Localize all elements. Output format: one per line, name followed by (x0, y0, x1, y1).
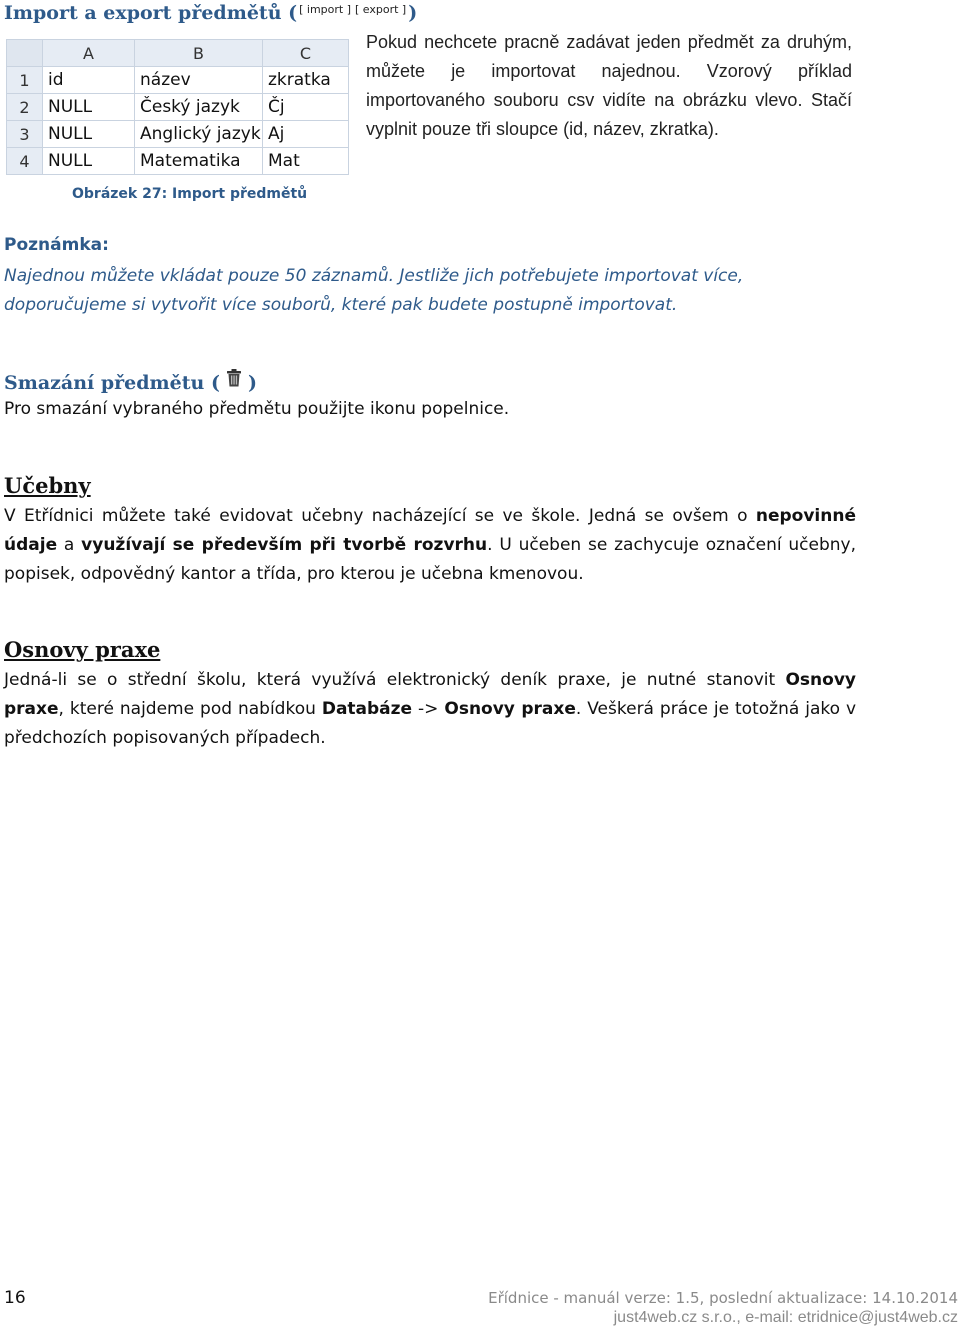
csv-spreadsheet (6, 39, 349, 175)
osnovy-paragraph (4, 666, 856, 753)
ucebny-bold-1: nepovinné údaje (4, 506, 856, 555)
column-header: C (263, 40, 349, 67)
table-row (7, 121, 349, 148)
spreadsheet-header-row (7, 40, 349, 67)
table-cell: NULL (43, 121, 135, 148)
table-row (7, 148, 349, 175)
delete-subject-text: Pro smazání vybraného předmětu použijte ikonu popelnice. (4, 399, 510, 419)
spreadsheet-corner (7, 40, 43, 67)
ucebny-text-3: . U učeben se zachycuje označení učebny, popisek, odpovědný kantor a třída, pro kterou je učebna kmenovou. (4, 535, 857, 584)
ucebny-paragraph (4, 502, 856, 589)
row-number: 2 (7, 94, 43, 121)
export-button[interactable]: [ export ] (355, 3, 407, 16)
column-header: A (43, 40, 135, 67)
csv-spreadsheet-figure (6, 39, 348, 175)
page-number: 16 (4, 1288, 26, 1308)
delete-subject-heading (4, 369, 257, 394)
table-cell: Čj (263, 94, 349, 121)
ucebny-bold-2: využívají se především při tvorbě rozvrhu (81, 535, 488, 555)
table-cell: Anglický jazyk (135, 121, 263, 148)
footer-line-1: Eřídnice - manuál verze: 1.5, poslední aktualizace: 14.10.2014 (488, 1289, 958, 1307)
table-cell: Mat (263, 148, 349, 175)
import-paragraph: Pokud nechcete pracně zadávat jeden předmět za druhým, můžete je importovat najednou. Vzorový příklad importovaného souboru csv vidíte na obrázku vlevo. Stačí vyplnit pouze tři sloupce (id, název, zkratka). (366, 32, 852, 139)
table-cell: NULL (43, 148, 135, 175)
table-row (7, 94, 349, 121)
osnovy-bold-1: Osnovy praxe (4, 670, 856, 719)
note-text: Najednou můžete vkládat pouze 50 záznamů. Jestliže jich potřebujete importovat více, doporučujeme si vytvořit více souborů, které pak budete postupně importovat. (4, 266, 744, 315)
row-number: 1 (7, 67, 43, 94)
figure-caption: Obrázek 27: Import předmětů (72, 186, 308, 202)
osnovy-heading: Osnovy praxe (4, 637, 161, 662)
table-cell: zkratka (263, 67, 349, 94)
osnovy-text-1: Jedná-li se o střední školu, která využívá elektronický deník praxe, je nutné stanovit (4, 670, 786, 690)
import-button[interactable]: [ import ] (299, 3, 352, 16)
osnovy-bold-2: Databáze (321, 699, 413, 719)
table-cell: NULL (43, 94, 135, 121)
delete-subject-title: Smazání předmětu ( (4, 372, 220, 394)
osnovy-text-3: -> (412, 699, 445, 719)
delete-subject-title-end: ) (247, 372, 257, 394)
row-number: 4 (7, 148, 43, 175)
import-export-heading (4, 2, 417, 24)
ucebny-text-1: V Etřídnici můžete také evidovat učebny nacházející se ve škole. Jedná se ovšem o (4, 506, 756, 526)
table-cell: Matematika (135, 148, 263, 175)
osnovy-text-2: , které najdeme pod nabídkou (58, 699, 322, 719)
osnovy-bold-3: Osnovy praxe (444, 699, 576, 719)
ucebny-text-2: a (57, 535, 82, 555)
table-row (7, 67, 349, 94)
ucebny-heading: Učebny (4, 473, 91, 498)
trash-icon[interactable] (226, 369, 242, 387)
note-label: Poznámka: (4, 235, 109, 255)
import-export-title: Import a export předmětů ( (4, 2, 298, 24)
footer-line-2: just4web.cz s.r.o., e-mail: etridnice@just4web.cz (613, 1309, 958, 1326)
osnovy-text-4: . Veškerá práce je totožná jako v předchozích popisovaných případech. (4, 699, 857, 748)
column-header: B (135, 40, 263, 67)
table-cell: název (135, 67, 263, 94)
table-cell: Aj (263, 121, 349, 148)
import-export-title-end: ) (408, 2, 418, 24)
table-cell: Český jazyk (135, 94, 263, 121)
table-cell: id (43, 67, 135, 94)
row-number: 3 (7, 121, 43, 148)
